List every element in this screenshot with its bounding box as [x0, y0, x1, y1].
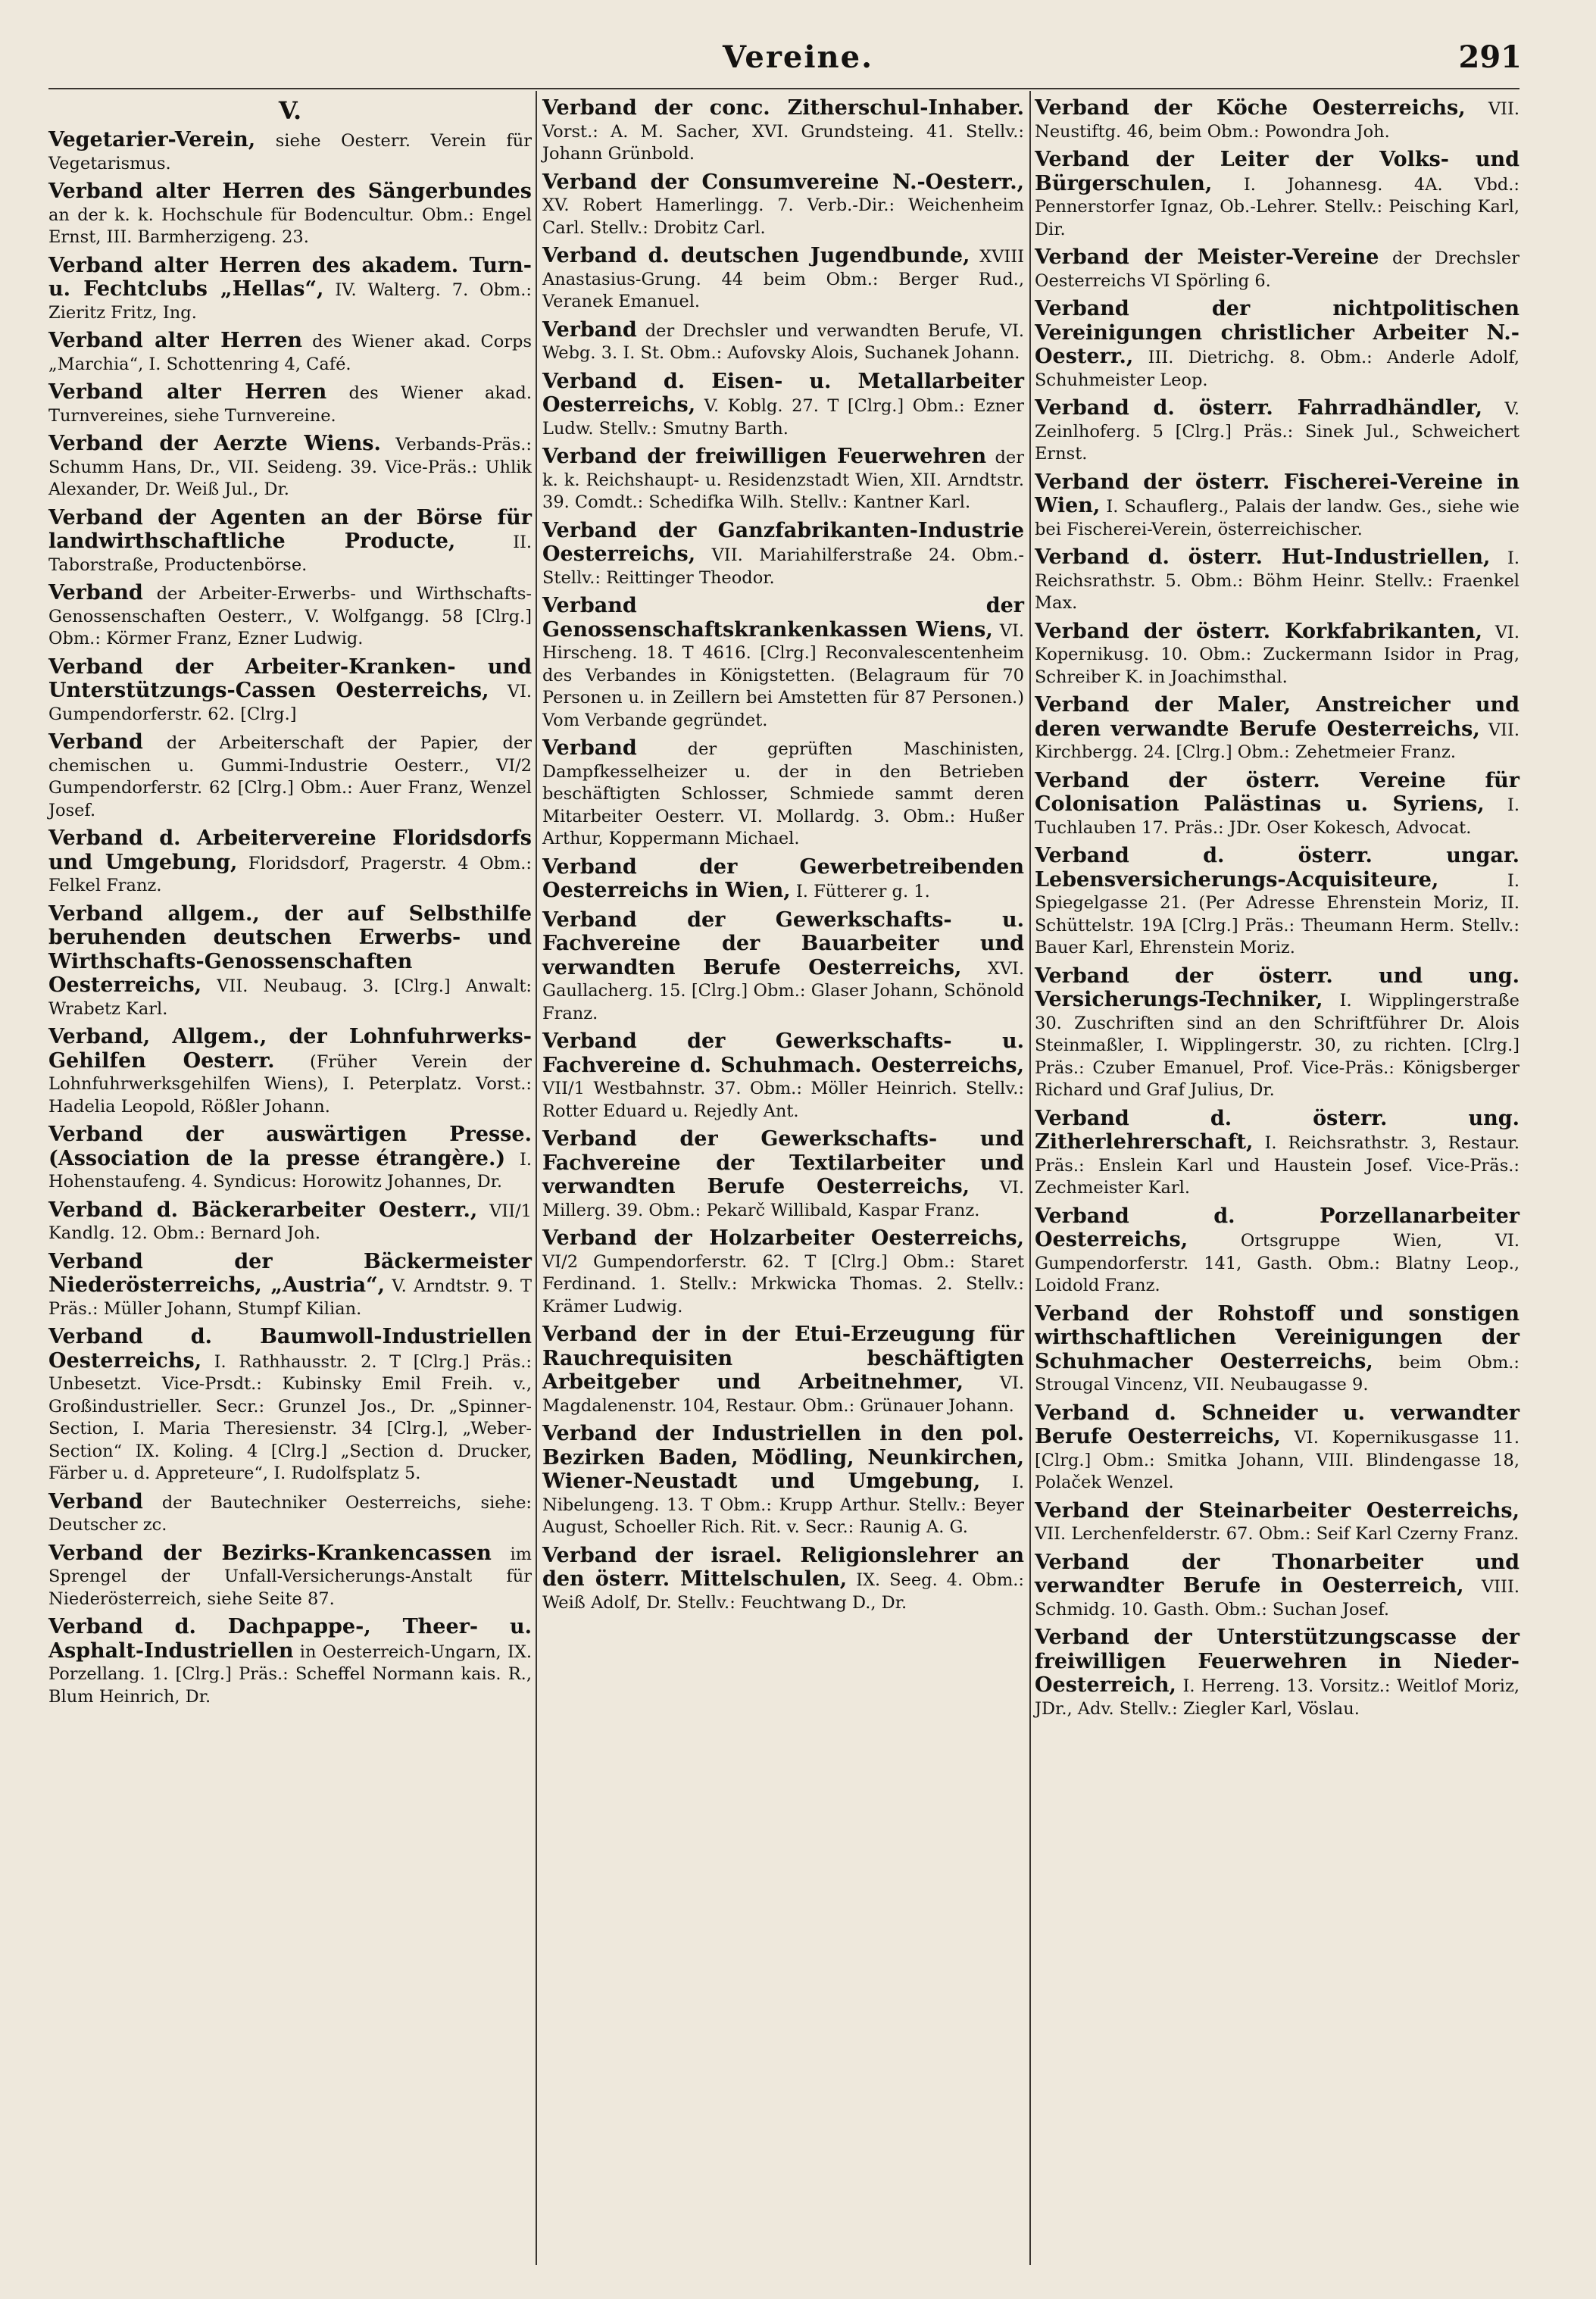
entry-details: I. Tuchlauben 17. Präs.: JDr. Oser Kokesch, Advocat.	[1035, 795, 1519, 838]
directory-entry	[1035, 1626, 1519, 1720]
entry-details: II. Taborstraße, Productenbörse.	[48, 533, 533, 575]
entry-heading: Verband der conc. Zitherschul-Inhaber.	[542, 96, 1024, 120]
entry-details: IX. Seeg. 4. Obm.: Weiß Adolf, Dr. Stellv.: Feuchtwang D., Dr.	[542, 1570, 1025, 1613]
directory-entry	[1035, 965, 1519, 1102]
directory-entry	[542, 1423, 1024, 1539]
entry-details: der geprüften Maschinisten, Dampfkesselheizer u. der in den Betrieben beschäftigten Schlosser, Schmiede sammt deren Mitarbeiter Oesterr. VI. Mollardg. 3. Obm.: Hußer Arthur, Koppermann Michael.	[542, 739, 1025, 848]
directory-entry	[1035, 1551, 1519, 1622]
directory-entry	[1035, 148, 1519, 241]
entry-heading: Verband d. deutschen Jugendbunde,	[542, 244, 970, 267]
directory-entry	[48, 582, 532, 651]
directory-entry	[542, 909, 1024, 1026]
directory-entry	[542, 245, 1024, 314]
entry-details: VIII. Schmidg. 10. Gasth. Obm.: Suchan Josef.	[1035, 1577, 1519, 1620]
entry-heading: Verband der Bezirks-Krankencassen	[48, 1541, 492, 1565]
directory-entry	[48, 656, 532, 726]
entry-details: VI. Millerg. 39. Obm.: Pekarč Willibald, Kaspar Franz.	[542, 1178, 1025, 1220]
entry-heading: Verband d. Bäckerarbeiter Oesterr.,	[48, 1198, 478, 1222]
entry-details: VI. Hirscheng. 18. T 4616. [Clrg.] Reconvalescentenheim des Verbandes in Königstetten. (Belagraum für 70 Personen u. in Zeillern bei Amstetten für 87 Personen.) Vom Verbande gegründet.	[542, 620, 1024, 730]
entry-heading: Verband der auswärtigen Presse. (Association de la presse étrangère.)	[48, 1123, 532, 1170]
entry-details: V. Zeinlhoferg. 5 [Clrg.] Präs.: Sinek Jul., Schweichert Ernst.	[1035, 399, 1520, 464]
entry-heading: Verband der Rohstoff und sonstigen wirthschaftlichen Vereinigungen der Schuhmacher Oesterreichs,	[1035, 1301, 1519, 1373]
directory-entry	[48, 827, 532, 898]
entry-heading: Verband der israel. Religionslehrer an den österr. Mittelschulen,	[542, 1543, 1024, 1591]
entry-heading: Verband der Unterstützungscasse der freiwilligen Feuerwehren in Nieder-Oesterreich,	[1035, 1626, 1519, 1697]
directory-entry	[542, 1030, 1024, 1123]
directory-entry	[542, 171, 1024, 240]
directory-entry	[542, 737, 1024, 851]
page-title: Vereine.	[723, 39, 873, 75]
entry-heading: Verband d. österr. ungar. Lebensversicherungs-Acquisiteure,	[1035, 844, 1519, 892]
entry-details: I. Nibelungeng. 13. T Obm.: Krupp Arthur. Stellv.: Beyer August, Schoeller Rich. Rit. v. Secr.: Raunig A. G.	[542, 1473, 1024, 1537]
entry-details: Verbands-Präs.: Schumm Hans, Dr., VII. Seideng. 39. Vice-Präs.: Uhlik Alexander, Dr. Weiß Jul., Dr.	[48, 435, 533, 499]
entry-details: VII. Neustiftg. 46, beim Obm.: Powondra Joh.	[1035, 99, 1519, 142]
entry-heading: Verband der Holzarbeiter Oesterreichs,	[542, 1226, 1024, 1250]
directory-entry	[48, 129, 532, 175]
entry-heading: Verband der österr. Vereine für Colonisation Palästinas u. Syriens,	[1035, 768, 1519, 816]
directory-entry	[542, 370, 1024, 441]
entry-details: I. Reichsrathstr. 3, Restaur. Präs.: Enslein Karl und Haustein Josef. Vice-Präs.: Zechmeister Karl.	[1035, 1133, 1519, 1198]
entry-details: VI. Kopernikusg. 10. Obm.: Zuckermann Isidor in Prag, Schreiber K. in Joachimsthal.	[1035, 622, 1519, 687]
entry-heading: Verband der Ganzfabrikanten-Industrie Oesterreichs,	[542, 518, 1024, 566]
entry-heading: Verband d. österr. Fahrradhändler,	[1035, 396, 1482, 420]
entry-details: Floridsdorf, Pragerstr. 4 Obm.: Felkel Franz.	[48, 853, 532, 895]
entry-details: VII. Mariahilferstraße 24. Obm.-Stellv.: Reittinger Theodor.	[542, 545, 1024, 588]
directory-entry	[48, 381, 532, 427]
column-1	[48, 97, 532, 1713]
entry-details: der Bautechniker Oesterreichs, siehe: Deutscher zc.	[48, 1492, 532, 1535]
entry-details: des Wiener akad. Corps „Marchia“, I. Schottenring 4, Café.	[48, 332, 532, 374]
entry-details: VI. Magdalenenstr. 104, Restaur. Obm.: Grünauer Johann.	[542, 1373, 1024, 1416]
entry-details: I. Rathhausstr. 2. T [Clrg.] Präs.: Unbesetzt. Vice-Prsdt.: Kubinsky Emil Freih. v., Großindustrieller. Secr.: Grunzel Jos., Dr. „Spinner-Section, I. Maria Theresienstr. 34 [Clrg.], „Weber-Section“ IX. Koling. 4 [Clrg.] „Section d. Drucker, Färber u. d. Appreteure“, I. Rudolfsplatz 5.	[48, 1351, 533, 1483]
directory-entry	[48, 1026, 532, 1118]
entry-heading: Verband der Industriellen in den pol. Bezirken Baden, Mödling, Neunkirchen, Wiener-Neustadt und Umgebung,	[542, 1422, 1024, 1493]
directory-entry	[1035, 546, 1519, 615]
entry-details: I. Reichsrathstr. 5. Obm.: Böhm Heinr. Stellv.: Fraenkel Max.	[1035, 548, 1519, 613]
directory-entry	[48, 903, 532, 1021]
directory-entry	[48, 1123, 532, 1194]
entry-details: I. Herreng. 13. Vorsitz.: Weitlof Moriz, JDr., Adv. Stellv.: Ziegler Karl, Vöslau.	[1035, 1676, 1519, 1719]
directory-entry	[48, 1491, 532, 1537]
directory-entry	[1035, 694, 1519, 764]
entry-details: VII. Lerchenfelderstr. 67. Obm.: Seif Karl Czerny Franz.	[1035, 1524, 1519, 1544]
directory-entry	[48, 507, 532, 577]
entry-heading: Verband der Thonarbeiter und verwandter Berufe in Oesterreich,	[1035, 1550, 1519, 1598]
entry-details: Vorst.: A. M. Sacher, XVI. Grundsteing. 41. Stellv.: Johann Grünbold.	[542, 121, 1024, 164]
entry-details: (Früher Verein der Lohnfuhrwerksgehilfen Wiens), I. Peterplatz. Vorst.: Hadelia Leopold, Rößler Johann.	[48, 1051, 533, 1117]
directory-entry	[1035, 97, 1519, 143]
entry-details: der Arbeiter-Erwerbs- und Wirthschafts-Genossenschaften Oesterr., V. Wolfgangg. 58 [Clrg.] Obm.: Körmer Franz, Ezner Ludwig.	[48, 584, 532, 648]
entry-heading: Verband	[48, 730, 143, 754]
entry-details: der Drechsler Oesterreichs VI Spörling 6.	[1035, 248, 1519, 291]
entry-details: der Drechsler und verwandten Berufe, VI. Webg. 3. I. St. Obm.: Aufovsky Alois, Suchanek Johann.	[542, 320, 1024, 363]
column-divider	[536, 91, 537, 2265]
entry-details: der Arbeiterschaft der Papier, der chemischen u. Gummi-Industrie Oesterr., VI/2 Gumpendorferstr. 62 [Clrg.] Obm.: Auer Franz, Wenzel Josef.	[48, 733, 532, 820]
entry-heading: Verband der Gewerbetreibenden Oesterreichs in Wien,	[542, 854, 1024, 902]
directory-entry	[1035, 246, 1519, 292]
entry-details: an der k. k. Hochschule für Bodencultur. Obm.: Engel Ernst, III. Barmherzigeng. 23.	[48, 205, 532, 247]
entry-details: VI/2 Gumpendorferstr. 62. T [Clrg.] Obm.: Staret Ferdinand. 1. Stellv.: Mrkwicka Thomas. 2. Stellv.: Krämer Ludwig.	[542, 1251, 1024, 1317]
entry-heading: Verband d. Schneider u. verwandter Berufe Oesterreichs,	[1035, 1401, 1519, 1448]
entry-details: XVI. Gaullacherg. 15. [Clrg.] Obm.: Glaser Johann, Schönold Franz.	[542, 958, 1025, 1023]
directory-entry	[542, 595, 1024, 732]
directory-entry	[1035, 1303, 1519, 1397]
entry-details: des Wiener akad. Turnvereines, siehe Turnvereine.	[48, 383, 532, 426]
entry-heading: Verband der Maler, Anstreicher und deren verwandte Berufe Oesterreichs,	[1035, 693, 1519, 741]
directory-entry	[48, 180, 532, 249]
entry-details: I. Schauflerg., Palais der landw. Ges., siehe wie bei Fischerei-Verein, österreichischer.	[1035, 497, 1519, 539]
entry-heading: Verband der österr. Fischerei-Vereine in Wien,	[1035, 470, 1519, 517]
entry-details: V. Arndtstr. 9. T Präs.: Müller Johann, Stumpf Kilian.	[48, 1276, 532, 1319]
directory-entry	[1035, 1205, 1519, 1298]
directory-entry	[542, 97, 1024, 166]
entry-heading: Verband der Gewerkschafts- u. Fachvereine d. Schuhmach. Oesterreichs,	[542, 1029, 1024, 1077]
directory-entry	[1035, 471, 1519, 542]
directory-entry	[542, 1128, 1024, 1222]
entry-details: I. Spiegelgasse 21. (Per Adresse Ehrenstein Moriz, II. Schüttelstr. 19A [Clrg.] Präs.: Theumann Herm. Stellv.: Bauer Karl, Ehrenstein Moriz.	[1035, 870, 1519, 957]
directory-entry	[1035, 397, 1519, 466]
entry-heading: Verband der freiwilligen Feuerwehren	[542, 445, 987, 468]
entry-heading: Verband d. Baumwoll-Industriellen Oesterreichs,	[48, 1325, 532, 1373]
entry-heading: Verband d. Arbeitervereine Floridsdorfs und Umgebung,	[48, 826, 532, 874]
directory-entry	[1035, 298, 1519, 392]
directory-entry	[48, 255, 532, 325]
directory-entry	[1035, 620, 1519, 689]
entry-details: Ortsgruppe Wien, VI. Gumpendorferstr. 141, Gasth. Obm.: Blatny Leop., Loidold Franz.	[1035, 1231, 1519, 1295]
entry-details: I. Wipplingerstraße 30. Zuschriften sind an den Schriftführer Dr. Alois Steinmaßler, I. Wipplingerstr. 30, zu richten. [Clrg.] Präs.: Czuber Emanuel, Prof. Vice-Präs.: Königsberger Richard und Graf Julius, Dr.	[1035, 991, 1520, 1100]
entry-heading: Verband der Aerzte Wiens.	[48, 432, 381, 455]
column-3	[1035, 97, 1519, 1726]
entry-heading: Verband der Bäckermeister Niederösterreichs, „Austria“,	[48, 1249, 532, 1297]
directory-entry	[542, 1227, 1024, 1318]
entry-details: XV. Robert Hamerlingg. 7. Verb.-Dir.: Weichenheim Carl. Stellv.: Drobitz Carl.	[542, 195, 1024, 238]
entry-details: III. Dietrichg. 8. Obm.: Anderle Adolf, Schuhmeister Leop.	[1035, 348, 1519, 390]
entry-heading: Verband der in der Etui-Erzeugung für Rauchrequisiten beschäftigten Arbeitgeber und Arbeitnehmer,	[542, 1323, 1024, 1394]
entry-heading: Verband	[542, 736, 637, 760]
entry-heading: Verband der Köche Oesterreichs,	[1035, 96, 1466, 120]
entry-heading: Verband	[542, 317, 637, 342]
entry-heading: Verband der österr. Korkfabrikanten,	[1035, 619, 1482, 643]
entry-heading: Verband d. österr. ung. Zitherlehrerschaft,	[1035, 1106, 1519, 1154]
entry-details: I. Hohenstaufeng. 4. Syndicus: Horowitz Johannes, Dr.	[48, 1149, 532, 1192]
entry-heading: Verband der Gewerkschafts- und Fachvereine der Textilarbeiter und verwandten Berufe Oesterreichs,	[542, 1127, 1024, 1198]
entry-details: VII. Neubaug. 3. [Clrg.] Anwalt: Wrabetz Karl.	[48, 976, 532, 1019]
entry-heading: Verband der Agenten an der Börse für landwirthschaftliche Producte,	[48, 505, 532, 553]
entry-details: VII/1 Westbahnstr. 37. Obm.: Möller Heinrich. Stellv.: Rotter Eduard u. Rejedly Ant.	[542, 1079, 1024, 1121]
entry-details: VII. Kirchbergg. 24. [Clrg.] Obm.: Zehetmeier Franz.	[1035, 720, 1519, 762]
entry-details: der k. k. Reichshaupt- u. Residenzstadt Wien, XII. Arndtstr. 39. Comdt.: Schedifka Wilh. Stellv.: Kantner Karl.	[542, 448, 1024, 512]
directory-entry	[48, 330, 532, 376]
column-divider	[1029, 91, 1031, 2265]
entry-heading: Verband der Genossenschaftskrankenkassen Wiens,	[542, 594, 1024, 642]
column-2	[542, 97, 1024, 1620]
directory-entry	[48, 1542, 532, 1611]
directory-entry	[542, 319, 1024, 365]
entry-details: im Sprengel der Unfall-Versicherungs-Anstalt für Niederösterreich, siehe Seite 87.	[48, 1544, 533, 1609]
directory-entry	[48, 433, 532, 501]
entry-heading: Verband	[48, 1489, 143, 1513]
directory-entry	[542, 445, 1024, 514]
entry-heading: Verband der österr. und ung. Versicherungs-Techniker,	[1035, 964, 1519, 1011]
entry-heading: Verband d. Porzellanarbeiter Oesterreichs,	[1035, 1204, 1519, 1251]
entry-details: V. Koblg. 27. T [Clrg.] Obm.: Ezner Ludw. Stellv.: Smutny Barth.	[542, 396, 1024, 439]
entry-heading: Verband der Steinarbeiter Oesterreichs,	[1035, 1498, 1519, 1523]
entry-details: I. Fütterer g. 1.	[795, 882, 930, 901]
directory-entry	[1035, 1500, 1519, 1546]
entry-heading: Verband d. österr. Hut-Industriellen,	[1035, 545, 1491, 569]
directory-entry	[48, 1616, 532, 1708]
directory-entry	[542, 1323, 1024, 1417]
directory-entry	[1035, 845, 1519, 960]
entry-details: siehe Oesterr. Verein für Vegetarismus.	[48, 131, 532, 173]
directory-entry	[1035, 1107, 1519, 1200]
entry-heading: Vegetarier-Verein,	[48, 128, 256, 151]
entry-heading: Verband alter Herren des Sängerbundes	[48, 180, 532, 203]
page-number: 291	[1458, 39, 1522, 75]
entry-heading: Verband alter Herren	[48, 329, 303, 352]
entry-heading: Verband der Consumvereine N.-Oesterr.,	[542, 170, 1024, 194]
entry-details: XVIII Anastasius-Grung. 44 beim Obm.: Berger Rud., Veranek Emanuel.	[542, 247, 1024, 311]
entry-details: I. Johannesg. 4A. Vbd.: Pennerstorfer Ignaz, Ob.-Lehrer. Stellv.: Peisching Karl, Dir.	[1035, 174, 1519, 239]
entry-heading: Verband der Gewerkschafts- u. Fachvereine der Bauarbeiter und verwandten Berufe Oesterreichs,	[542, 907, 1024, 979]
entry-heading: Verband	[48, 581, 143, 604]
entry-details: IV. Walterg. 7. Obm.: Zieritz Fritz, Ing.	[48, 280, 532, 323]
directory-entry	[1035, 770, 1519, 840]
entry-heading: Verband der nichtpolitischen Vereinigungen christlicher Arbeiter N.-Oesterr.,	[1035, 297, 1519, 368]
directory-entry	[48, 1251, 532, 1321]
entry-heading: Verband der Leiter der Volks- und Bürgerschulen,	[1035, 148, 1519, 195]
entry-details: beim Obm.: Strougal Vincenz, VII. Neubaugasse 9.	[1035, 1352, 1520, 1395]
entry-details: in Oesterreich-Ungarn, IX. Porzellang. 1. [Clrg.] Präs.: Scheffel Normann kais. R., Blum Heinrich, Dr.	[48, 1641, 532, 1707]
entry-heading: Verband der Meister-Vereine	[1035, 245, 1379, 269]
section-letter: V.	[278, 96, 302, 125]
directory-entry	[1035, 1402, 1519, 1495]
entry-details: VI. Gumpendorferstr. 62. [Clrg.]	[48, 682, 533, 724]
directory-entry	[48, 1326, 532, 1485]
entry-heading: Verband der Arbeiter-Kranken- und Unterstützungs-Cassen Oesterreichs,	[48, 654, 532, 702]
entry-heading: Verband d. Eisen- u. Metallarbeiter Oesterreichs,	[542, 369, 1024, 417]
directory-entry	[542, 520, 1024, 590]
entry-details: VII/1 Kandlg. 12. Obm.: Bernard Joh.	[48, 1201, 532, 1243]
directory-entry	[48, 1199, 532, 1245]
directory-entry	[542, 1545, 1024, 1615]
entry-heading: Verband d. Dachpappe-, Theer- u. Asphalt-Industriellen	[48, 1615, 532, 1663]
entry-heading: Verband alter Herren	[48, 380, 327, 404]
directory-entry	[48, 731, 532, 822]
entry-details: VI. Kopernikusgasse 11. [Clrg.] Obm.: Smitka Johann, VIII. Blindengasse 18, Polaček Wenzel.	[1035, 1428, 1519, 1492]
entry-heading: Verband allgem., der auf Selbsthilfe beruhenden deutschen Erwerbs- und Wirthschafts-Genossenschaften Oesterreichs,	[48, 901, 532, 997]
header-rule	[48, 88, 1519, 89]
entry-heading: Verband alter Herren des akadem. Turn- u. Fechtclubs „Hellas“,	[48, 253, 532, 301]
directory-entry	[542, 856, 1024, 904]
entry-heading: Verband, Allgem., der Lohnfuhrwerks-Gehilfen Oesterr.	[48, 1025, 532, 1073]
